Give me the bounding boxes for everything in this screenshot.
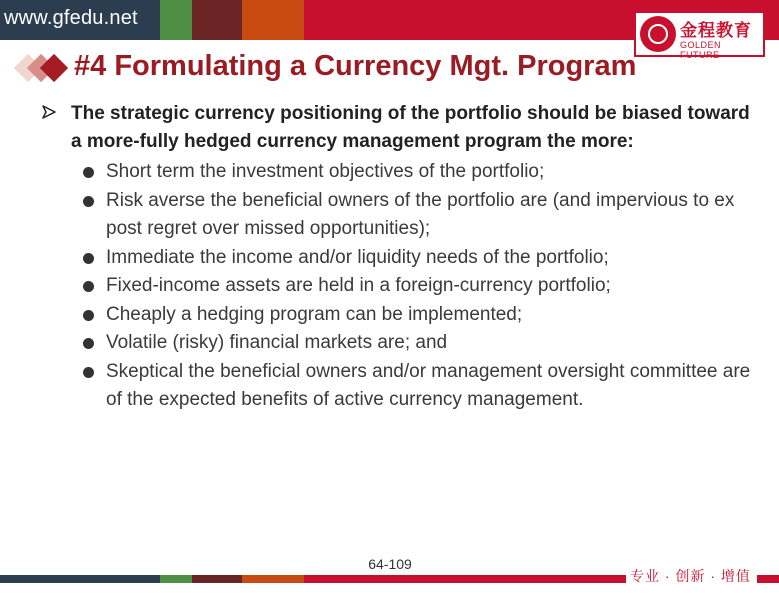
list-item: [83, 272, 755, 301]
title-diamond-icon: [14, 51, 76, 87]
logo-chinese-name: 金程教育: [680, 21, 752, 40]
list-item-text: Immediate the income and/or liquidity needs of the portfolio;: [106, 246, 609, 268]
bullet-dot-icon: [83, 196, 94, 207]
footer-band-maroon: [192, 575, 242, 583]
bullet-dot-icon: [83, 310, 94, 321]
list-item: [83, 158, 755, 187]
header-band-green: [160, 0, 192, 40]
bullet-dot-icon: [83, 167, 94, 178]
footer-band-green: [160, 575, 192, 583]
bullet-dot-icon: [83, 253, 94, 264]
logo-english-name: GOLDEN FUTURE: [680, 40, 722, 60]
lead-statement: The strategic currency positioning of the portfolio should be biased toward a more-fully hedged currency management program the more:: [71, 103, 750, 152]
list-item-text: Volatile (risky) financial markets are; and: [106, 332, 448, 353]
brand-logo: [634, 11, 765, 60]
list-item: [83, 358, 755, 415]
footer-band-red-end: [757, 575, 779, 583]
list-item-text: Cheaply a hedging program can be implemented;: [106, 303, 523, 325]
site-url: www.gfedu.net: [4, 7, 138, 29]
header-band-maroon: [192, 0, 242, 40]
bullet-dot-icon: [83, 367, 94, 378]
golden-future-seal-icon: [640, 16, 676, 52]
list-item-text: Fixed-income assets are held in a foreign-currency portfolio;: [106, 275, 611, 296]
arrowhead-bullet-icon: [41, 104, 57, 120]
bullet-list: [83, 158, 755, 415]
page-number: 64-109: [368, 556, 412, 572]
footer-band-red: [304, 575, 626, 583]
bullet-dot-icon: [83, 281, 94, 292]
footer-band-navy: [0, 575, 160, 583]
header-band-orange: [242, 0, 304, 40]
list-item-text: Short term the investment objectives of the portfolio;: [106, 161, 545, 182]
slide-title: #4 Formulating a Currency Mgt. Program: [74, 50, 637, 82]
list-item-text: Risk averse the beneficial owners of the portfolio are (and impervious to ex post regret over missed opportunities);: [106, 189, 735, 239]
footer-band-orange: [242, 575, 304, 583]
list-item: [83, 301, 755, 330]
list-item: [83, 329, 755, 358]
list-item-text: Skeptical the beneficial owners and/or management oversight committee are of the expected benefits of active currency management.: [106, 360, 751, 410]
bullet-dot-icon: [83, 338, 94, 349]
footer-slogan: 专业 · 创新 · 增值: [630, 568, 751, 584]
list-item: [83, 187, 755, 244]
list-item: [83, 244, 755, 273]
